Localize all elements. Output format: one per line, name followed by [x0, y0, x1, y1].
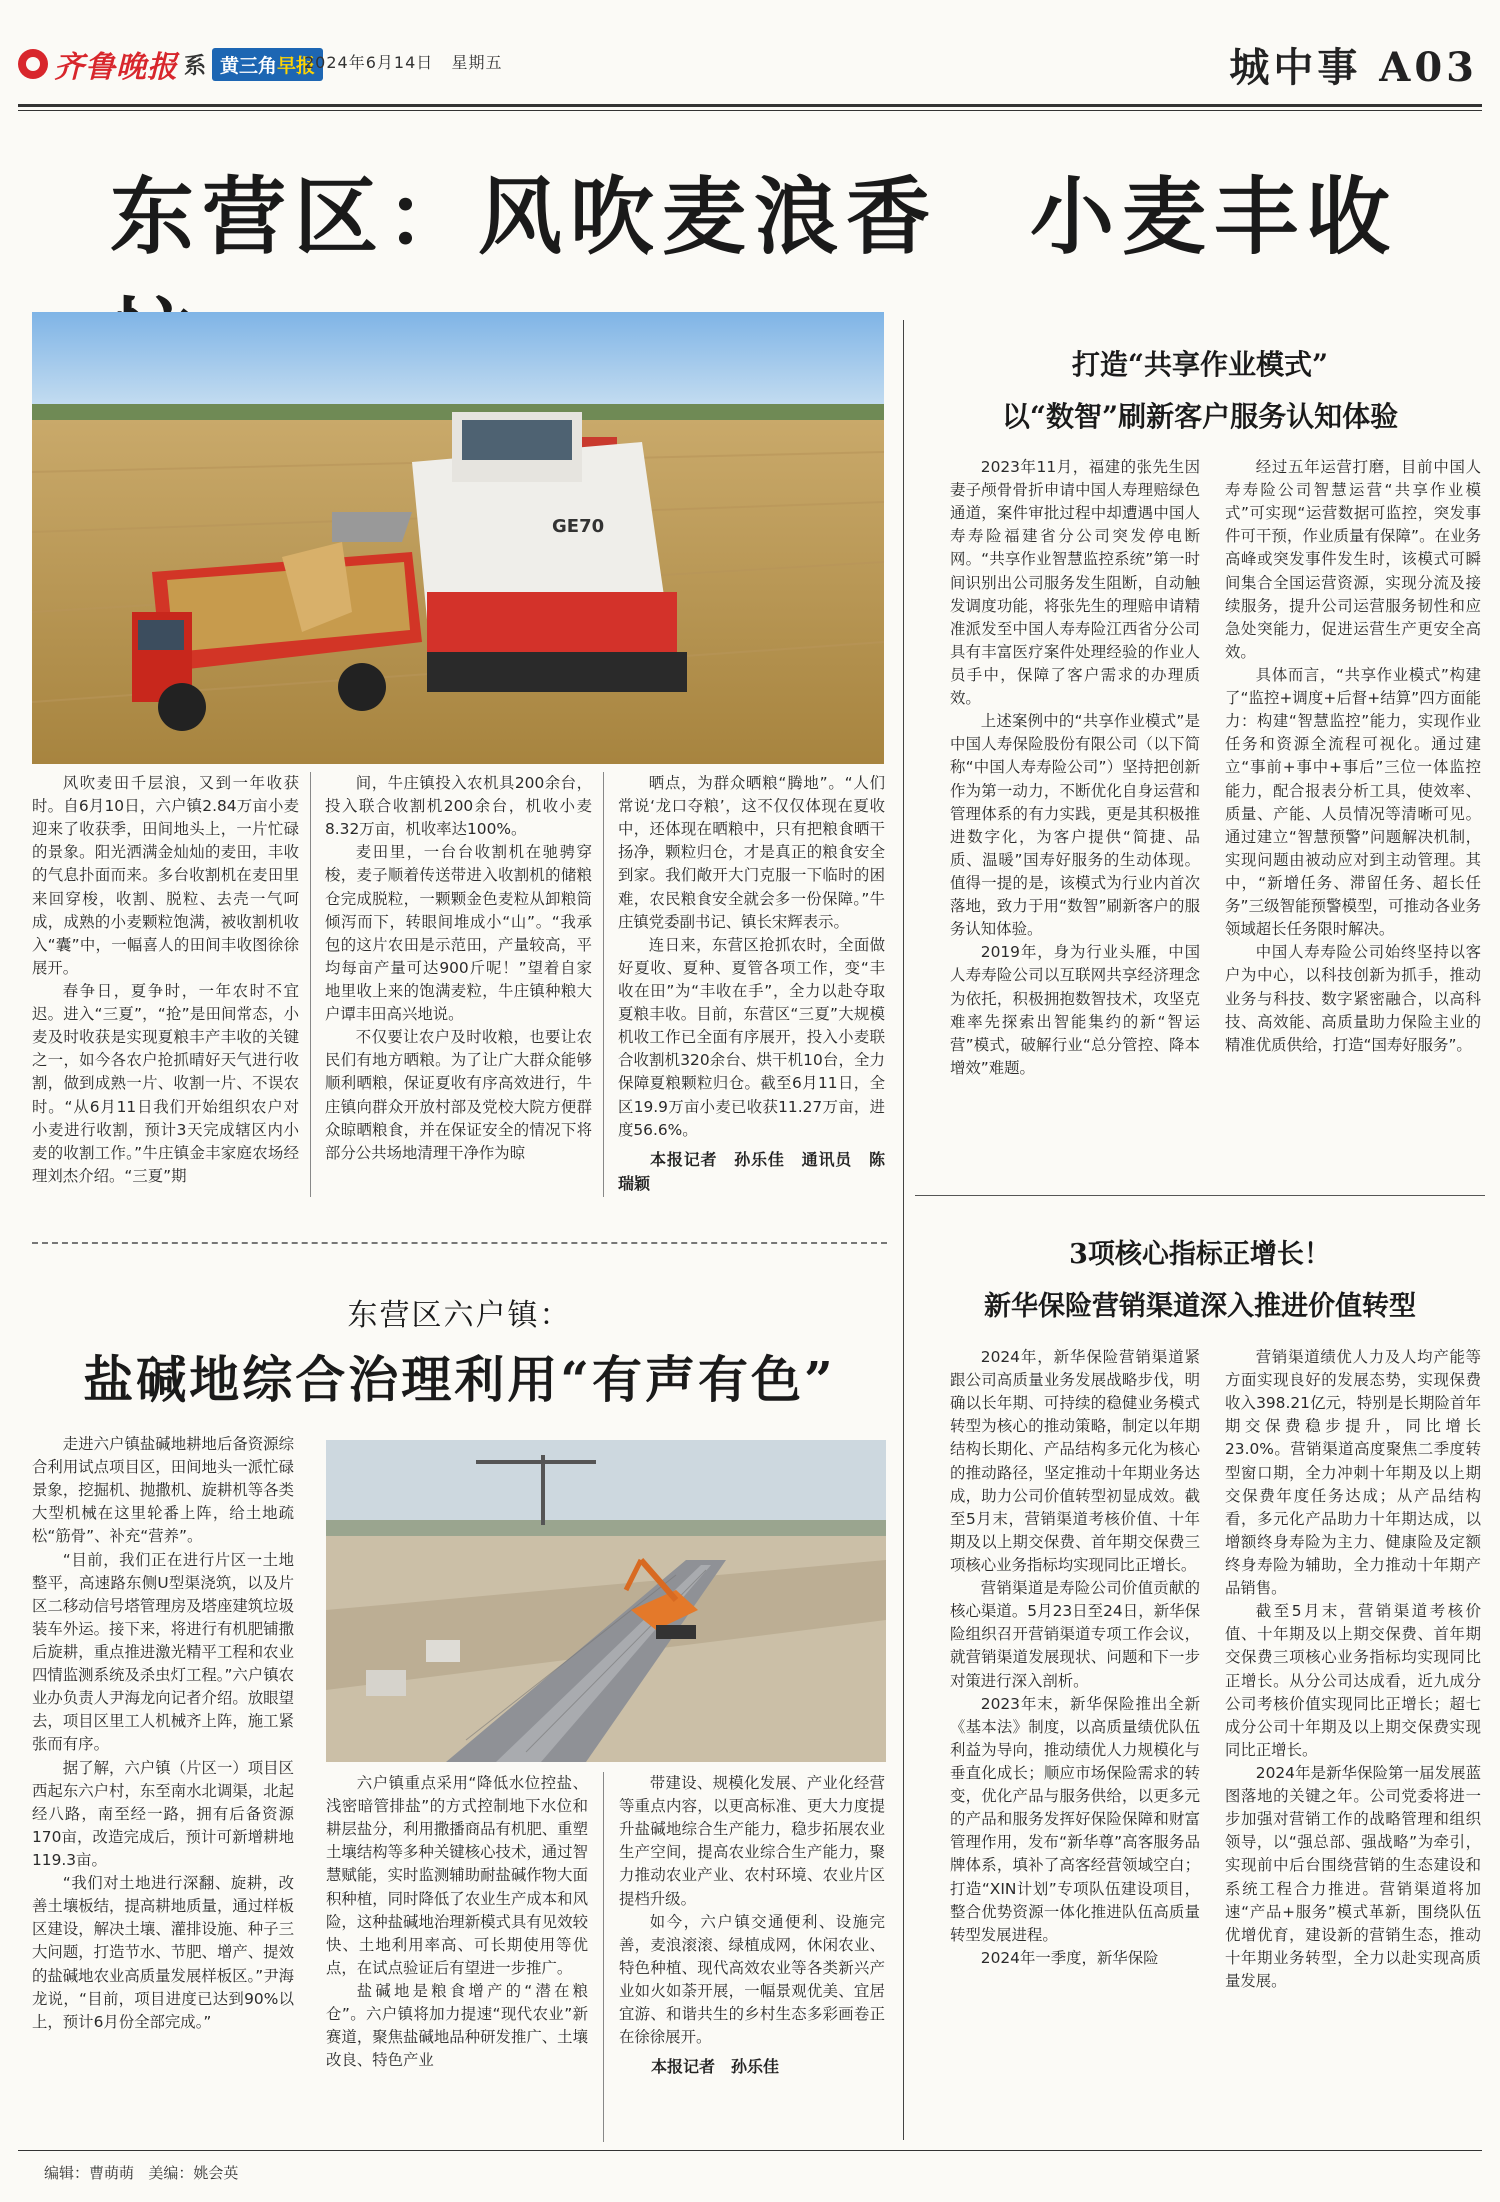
second-col1-p4: “我们对土地进行深翻、旋耕，改善土壤板结，提高耕地质量，通过样板区建设，解决土壤、灌排设施、种子三大问题，打造节水、节肥、增产、提效的盐碱地农业高质量发展样板区。”尹海龙说，“目前，项目进度已达到90%以上，预计6月份全部完成。” [32, 1874, 294, 2031]
right-story-separator [915, 1195, 1485, 1196]
masthead [0, 0, 1500, 110]
footer-credits [44, 2162, 238, 2183]
right-bottom-col1-p1: 2024年，新华保险营销渠道紧跟公司高质量业务发展战略步伐，明确以长年期、可持续的稳健业务模式转型为核心的推动策略，制定以年期结构长期化、产品结构多元化为核心的推动路径，坚定推动十年期业务达成，助力公司价值转型初显成效。截至5月末，营销渠道考核价值、十年期及以上期交保费、首年期交保费三项核心业务指标均实现同比正增长。 [950, 1348, 1200, 1574]
footer-rule [18, 2150, 1482, 2151]
newspaper-logo [18, 42, 323, 86]
right-top-headline-1: 打造“共享作业模式” [1071, 348, 1329, 381]
harvest-photo [32, 312, 884, 764]
column-divider [603, 1772, 604, 2142]
right-bottom-headline-2: 新华保险营销渠道深入推进价值转型 [984, 1291, 1416, 1322]
header-rule-thin [18, 110, 1482, 111]
second-article-col2 [326, 1772, 588, 2142]
second-byline: 本报记者 孙乐佳 [651, 2057, 780, 2077]
header-rule [18, 104, 1482, 107]
footer-designer: 美编：姚会英 [148, 2164, 239, 2182]
saline-land-photo-image [326, 1440, 886, 1762]
date-text: 2024年6月14日 [304, 53, 434, 72]
right-top-headline-2: 以“数智”刷新客户服务认知体验 [1001, 400, 1399, 433]
weekday-text: 星期五 [451, 53, 503, 72]
edition-badge-b: 早报 [277, 54, 316, 77]
second-article-col1 [32, 1433, 294, 2141]
right-bottom-col2-p3: 2024年是新华保险第一届发展蓝图落地的关键之年。公司党委将进一步加强对营销工作的战略管理和组织领导，以“强总部、强战略”为牵引，实现前中后台围绕营销的生态建设和系统工程合力推进。营销渠道将加速“产品+服务”模式革新，围绕队伍优增优育，建设新的营销生态，推动十年期业务转型，全力以赴实现高质量发展。 [1225, 1763, 1481, 1990]
page-number: A03 [1379, 44, 1478, 91]
right-top-col2-p2: 具体而言，“共享作业模式”构建了“监控+调度+后督+结算”四方面能力：构建“智慧监控”能力，实现作业任务和资源全流程可视化。通过建立“事前+事中+事后”三位一体监控能力，配合报表分析工具，使效率、质量、产能、人员情况等清晰可见。通过建立“智慧预警”问题解决机制，实现问题由被动应对到主动管理。其中，“新增任务、滞留任务、超长任务”三级智能预警模型，可推动各业务领域超长任务限时解决。 [1225, 665, 1481, 939]
lead-article-col3 [618, 772, 885, 1202]
lead-col3-p1: 晒点，为群众晒粮“腾地”。“人们常说‘龙口夺粮’，这不仅仅体现在夏收中，还体现在晒粮中，只有把粮食晒干扬净，颗粒归仓，才是真正的粮食安全到家。我们敞开大门克服一下临时的困难，农民粮食安全就会多一份保障。”牛庄镇党委副书记、镇长宋辉表示。 [618, 774, 885, 931]
edition-badge-a: 黄三角 [220, 54, 278, 77]
second-article-col3 [619, 1772, 885, 2142]
right-bottom-col1 [950, 1346, 1200, 2142]
harvester-model-label: GE70 [552, 516, 605, 537]
lead-col2-p2: 麦田里，一台台收割机在驰骋穿梭，麦子顺着传送带进入收割机的储粮仓完成脱粒，一颗颗金色麦粒从卸粮筒倾泻而下，转眼间堆成小“山”。“我承包的这片农田是示范田，产量较高，平均每亩产量可达900斤呢！”望着自家地里收上来的饱满麦粒，牛庄镇种粮大户谭丰田高兴地说。 [325, 843, 592, 1024]
second-col2-p2: 盐碱地是粮食增产的“潜在粮仓”。六户镇将加力提速“现代农业”新赛道，聚焦盐碱地品种研发推广、土壤改良、特色产业 [326, 1981, 588, 2070]
right-top-col1-p1: 2023年11月，福建的张先生因妻子颅骨骨折申请中国人寿理赔绿色通道，案件审批过程中却遭遇中国人寿寿险福建省分公司突发停电断网。“共享作业智慧监控系统”第一时间识别出公司服务发生阻断，自动触发调度功能，将张先生的理赔申请精准派发至中国人寿寿险江西省分公司具有丰富医疗案件处理经验的作业人员手中，保障了客户需求的办理质效。 [950, 458, 1200, 708]
second-headline: 盐碱地综合治理利用“有声有色” [83, 1350, 836, 1409]
lead-byline: 本报记者 孙乐佳 通讯员 陈瑞颖 [618, 1149, 885, 1193]
right-bottom-col1-p2: 营销渠道是寿险公司价值贡献的核心渠道。5月23日至24日，新华保险组织召开营销渠道专项工作会议，就营销渠道发展现状、问题和下一步对策进行深入剖析。 [950, 1579, 1200, 1690]
second-kicker: 东营区六户镇： [347, 1298, 572, 1333]
story-separator [32, 1242, 887, 1244]
right-top-col1-p2: 上述案例中的“共享作业模式”是中国人寿保险股份有限公司（以下简称“中国人寿寿险公司”）坚持把创新作为第一动力，不断优化自身运营和管理体系的有力实践，更是其积极推进数字化，为客户提供“简捷、品质、温暖”国寿好服务的生动体现。值得一提的是，该模式为行业内首次落地，致力于用“数智”刷新客户的服务认知体验。 [950, 712, 1200, 939]
right-bottom-col1-p4: 2024年一季度，新华保险 [980, 1948, 1159, 1967]
column-divider [310, 772, 311, 1197]
right-bottom-col2-p1: 营销渠道绩优人力及人均产能等方面实现良好的发展态势，实现保费收入398.21亿元，特别是长期险首年期交保费稳步提升，同比增长23.0%。营销渠道高度聚焦二季度转型窗口期，全力冲刺十年期及以上期交保费年度任务达成；从产品结构看，多元化产品助力十年期达成，以增额终身寿险为主力、健康险及定额终身寿险为辅助，全力推动十年期产品销售。 [1225, 1348, 1481, 1598]
second-col3-p1: 带建设、规模化发展、产业化经营等重点内容，以更高标准、更大力度提升盐碱地综合生产能力，稳步拓展农业生产空间，提高农业综合生产能力，聚力推动农业产业、农村环境、农业片区提档升级。 [619, 1774, 885, 1908]
right-top-col2-p1: 经过五年运营打磨，目前中国人寿寿险公司智慧运营“共享作业模式”可实现“运营数据可监控，突发事件可干预，作业质量有保障”。在业务高峰或突发事件发生时，该模式可瞬间集合全国运营资源，实现分流及接续服务，提升公司运营服务韧性和应急处突能力，促进运营生产更安全高效。 [1225, 458, 1481, 661]
right-top-col1-p3: 2019年，身为行业头雁，中国人寿寿险公司以互联网共享经济理念为依托，积极拥抱数智技术，攻坚克难率先探索出智能集约的新“智运营”模式，破解行业“总分管控、降本增效”难题。 [950, 943, 1200, 1077]
second-col1-p3: 据了解，六户镇（片区一）项目区西起东六户村，东至南水北调渠，北起经八路，南至经一路，拥有后备资源170亩，改造完成后，预计可新增耕地119.3亩。 [32, 1758, 294, 1869]
lead-article-col1 [32, 772, 299, 1202]
lead-col2-p3: 不仅要让农户及时收粮，也要让农民们有地方晒粮。为了让广大群众能够顺利晒粮，保证夏收有序高效进行，牛庄镇向群众开放村部及党校大院方便群众晾晒粮食，并在保证安全的情况下将部分公共场地清理干净作为晾 [325, 1028, 592, 1162]
page-column-divider [903, 320, 904, 2140]
harvest-photo-image [32, 312, 884, 764]
lead-col1-p2: 春争日，夏争时，一年农时不宜迟。进入“三夏”，“抢”是田间常态，小麦及时收获是实现夏粮丰产丰收的关键之一，如今各农户抢抓晴好天气进行收割，做到成熟一片、收割一片、不误农时。“从6月11日我们开始组织农户对小麦进行收割，预计3天完成辖区内小麦的收割工作。”牛庄镇金丰家庭农场经理刘杰介绍。“三夏”期 [32, 981, 299, 1185]
right-top-col2 [1225, 456, 1481, 1186]
logo-sun-icon [18, 49, 48, 79]
lead-col1-p1: 风吹麦田千层浪，又到一年收获时。自6月10日，六户镇2.84万亩小麦迎来了收获季，田间地头上，一片忙碌的景象。阳光洒满金灿灿的麦田，丰收的气息扑面而来。多台收割机在麦田里来回穿梭，收割、脱粒、去壳一气呵成，成熟的小麦颗粒饱满，被收割机收入“囊”中，一幅喜人的田间丰收图徐徐展开。 [32, 774, 299, 977]
lead-col3-p2: 连日来，东营区抢抓农时，全面做好夏收、夏种、夏管各项工作，变“丰收在田”为“丰收在手”，全力以赴夺取夏粮丰收。目前，东营区“三夏”大规模机收工作已全面有序展开，投入小麦联合收割机320余台、烘干机10台，全力保障夏粮颗粒归仓。截至6月11日，全区19.9万亩小麦已收获11.27万亩，进度56.6%。 [618, 935, 885, 1139]
column-divider [603, 772, 604, 1197]
footer-editor: 编辑：曹萌萌 [44, 2164, 135, 2182]
second-col1-p2: “目前，我们正在进行片区一土地整平，高速路东侧U型渠浇筑，以及片区二移动信号塔管理房及塔座建筑垃圾装车外运。接下来，将进行有机肥铺撒后旋耕，重点推进激光精平工程和农业四情监测系统及杀虫灯工程。”六户镇农业办负责人尹海龙向记者介绍。放眼望去，项目区里工人机械齐上阵，施工紧张而有序。 [32, 1550, 294, 1754]
right-bottom-col2-p2: 截至5月末，营销渠道考核价值、十年期及以上期交保费、首年期交保费三项核心业务指标均实现同比正增长。从分公司达成看，近九成分公司考核价值实现同比正增长；超七成分公司十年期及以上期交保费实现同比正增长。 [1225, 1602, 1481, 1759]
lead-headline: 东营区：风吹麦浪香 小麦丰收 [110, 167, 1399, 266]
second-col2-p1: 六户镇重点采用“降低水位控盐、浅密暗管排盐”的方式控制地下水位和耕层盐分，利用撒播商品有机肥、重塑土壤结构等多种关键核心技术，通过智慧赋能，实时监测辅助耐盐碱作物大面积种植，同时降低了农业生产成本和风险，这种盐碱地治理新模式具有见效较快、土地利用率高、可长期使用等优点，在试点验证后有望进一步推广。 [326, 1774, 588, 1977]
brand-suffix: 系 [184, 53, 207, 79]
issue-date [304, 50, 503, 73]
section-label [1229, 36, 1478, 93]
right-bottom-headline-1: 3项核心指标正增长！ [1069, 1239, 1331, 1270]
right-top-col1 [950, 456, 1200, 1186]
brand-name: 齐鲁晚报 [54, 50, 178, 85]
right-bottom-col2 [1225, 1346, 1481, 2142]
lead-col2-p1: 间，牛庄镇投入农机具200余台，投入联合收割机200余台，机收小麦8.32万亩，机收率达100%。 [325, 774, 592, 839]
second-col3-p2: 如今，六户镇交通便利、设施完善，麦浪滚滚、绿植成网，休闲农业、特色种植、现代高效农业等各类新兴产业如火如荼开展，一幅景观优美、宜居宜游、和谐共生的乡村生态多彩画卷正在徐徐展开。 [619, 1912, 885, 2047]
saline-land-photo [326, 1440, 886, 1762]
right-top-col2-p3: 中国人寿寿险公司始终坚持以客户为中心，以科技创新为抓手，推动业务与科技、数字紧密融合，以高科技、高效能、高质量助力保险主业的精准优质供给，打造“国寿好服务”。 [1225, 943, 1481, 1054]
lead-article-col2 [325, 772, 592, 1202]
second-col1-p1: 走进六户镇盐碱地耕地后备资源综合利用试点项目区，田间地头一派忙碌景象，挖掘机、抛撒机、旋耕机等各类大型机械在这里轮番上阵，给土地疏松“筋骨”、补充“营养”。 [32, 1435, 294, 1546]
section-name: 城中事 [1229, 44, 1362, 91]
right-bottom-col1-p3: 2023年末，新华保险推出全新《基本法》制度，以高质量绩优队伍利益为导向，推动绩优人力规模化与垂直化成长；顺应市场保险需求的转变，优化产品与服务供给，以更多元的产品和服务发挥好保险保障和财富管理作用，发布“新华尊”高客服务品牌体系，填补了高客经营领域空白；打造“XIN计划”专项队伍建设项目，整合优势资源一体化推进队伍高质量转型发展进程。 [950, 1694, 1200, 1944]
